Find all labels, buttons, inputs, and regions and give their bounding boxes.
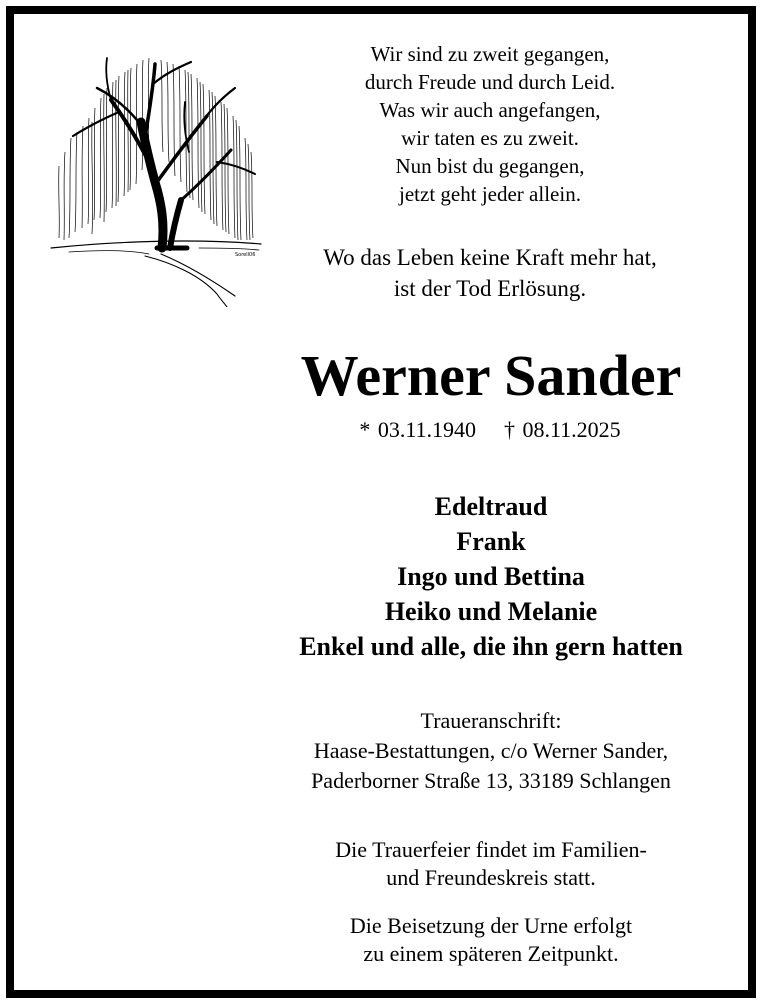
poem-line: Nun bist du gegangen, xyxy=(395,154,585,178)
burial-note xyxy=(229,912,753,968)
poem-line: Wir sind zu zweit gegangen, xyxy=(370,42,610,66)
ceremony-line: Die Trauerfeier findet im Familien- xyxy=(335,837,647,862)
obituary-notice xyxy=(6,6,756,998)
mourner: Frank xyxy=(456,527,526,556)
poem-line: durch Freude und durch Leid. xyxy=(364,70,616,94)
ceremony-note xyxy=(229,836,753,892)
mourners-list xyxy=(229,489,753,664)
quote xyxy=(264,242,716,304)
address-line: Traueranschrift: xyxy=(420,708,562,733)
mourning-address xyxy=(229,706,753,796)
poem-line: jetzt geht jeder allein. xyxy=(399,182,581,206)
ceremony-line: und Freundeskreis statt. xyxy=(386,865,596,890)
mourner: Ingo und Bettina xyxy=(397,562,585,591)
mourner: Heiko und Melanie xyxy=(384,597,598,626)
burial-line: Die Beisetzung der Urne erfolgt xyxy=(349,913,633,938)
deceased-name: Werner Sander xyxy=(300,343,682,408)
poem xyxy=(292,40,688,208)
poem-line: wir taten es zu zweit. xyxy=(401,126,579,150)
quote-line: ist der Tod Erlösung. xyxy=(393,276,587,301)
death-date: † 08.11.2025 xyxy=(504,417,621,442)
mourner: Edeltraud xyxy=(434,492,548,521)
poem-line: Was wir auch angefangen, xyxy=(379,98,601,122)
address-line: Paderborner Straße 13, 33189 Schlangen xyxy=(311,768,671,793)
mourner: Enkel und alle, die ihn gern hatten xyxy=(299,632,683,661)
life-dates xyxy=(264,414,716,446)
quote-line: Wo das Leben keine Kraft mehr hat, xyxy=(323,245,657,270)
birth-date: * 03.11.1940 xyxy=(359,417,476,442)
svg-text:Sorell06: Sorell06 xyxy=(235,252,256,258)
address-line: Haase-Bestattungen, c/o Werner Sander, xyxy=(313,738,669,763)
burial-line: zu einem späteren Zeitpunkt. xyxy=(363,941,619,966)
weeping-willow-icon xyxy=(49,42,264,307)
